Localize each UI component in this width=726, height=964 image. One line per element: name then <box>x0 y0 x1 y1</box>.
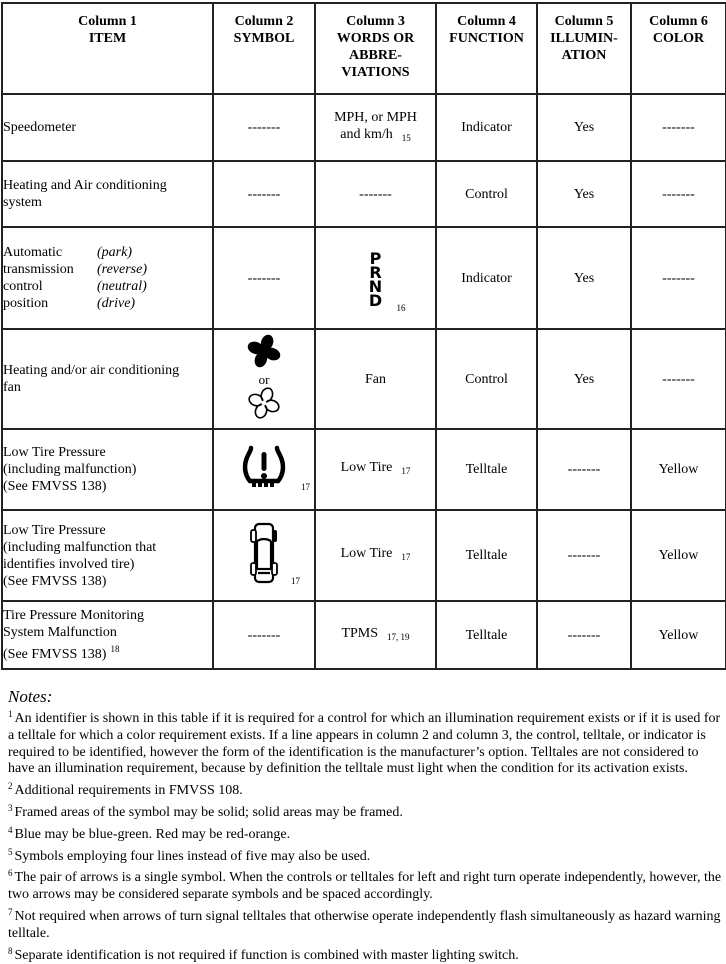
item-label: Automatic <box>3 245 63 260</box>
item-label: system <box>3 195 42 210</box>
header-label: Column 1 <box>78 14 137 29</box>
symbol-cell <box>213 429 315 510</box>
note-number: 3 <box>8 802 13 813</box>
color-cell: Yellow <box>631 601 726 669</box>
footnote-ref: 15 <box>401 132 411 143</box>
position-label-neutral: (neutral) <box>97 279 147 294</box>
color-cell: ------- <box>631 94 726 161</box>
item-label: System Malfunction <box>3 625 117 640</box>
item-label: Speedometer <box>3 120 77 135</box>
item-cell <box>2 161 213 227</box>
illumination-cell: Yes <box>537 161 631 227</box>
words-cell <box>315 601 436 669</box>
table-row-hvac-fan <box>2 329 726 429</box>
none-dash: ------- <box>247 120 281 135</box>
illumination-cell: Yes <box>537 227 631 329</box>
color-cell: ------- <box>631 227 726 329</box>
words-line: and km/h <box>340 126 393 142</box>
position-label-drive: (drive) <box>97 296 136 311</box>
words-cell <box>315 227 436 329</box>
words-cell <box>315 94 436 161</box>
words-label: Low Tire <box>340 546 393 561</box>
table-row-heating-ac-system <box>2 161 726 227</box>
header-column-1 <box>2 3 213 94</box>
words-label: Low Tire <box>340 460 393 475</box>
tire-pressure-warning-icon <box>240 480 288 495</box>
color-cell: Yellow <box>631 429 726 510</box>
note-item <box>8 865 724 904</box>
header-label: Column 2 <box>234 14 294 29</box>
words-cell <box>315 510 436 601</box>
item-cell <box>2 329 213 429</box>
notes-title: Notes: <box>8 687 53 706</box>
item-label: position <box>3 296 49 311</box>
footnote-ref: 17 <box>401 466 411 476</box>
footnote-ref: 17 <box>301 482 310 492</box>
item-label: Tire Pressure Monitoring <box>3 608 145 623</box>
color-cell: ------- <box>631 329 726 429</box>
function-cell: Indicator <box>436 94 537 161</box>
header-label: ILLUMIN- <box>550 31 618 46</box>
note-number: 8 <box>8 945 13 956</box>
illumination-cell: ------- <box>537 601 631 669</box>
note-item <box>8 943 724 964</box>
header-label: VIATIONS <box>341 65 410 80</box>
words-label: TPMS <box>341 625 379 641</box>
symbol-cell: ------- <box>213 161 315 227</box>
note-text: Framed areas of the symbol may be solid; solid areas may be framed. <box>14 804 403 820</box>
item-cell <box>2 94 213 161</box>
header-column-6 <box>631 3 726 94</box>
table-row-tpms-malfunction <box>2 601 726 669</box>
function-cell: Telltale <box>436 429 537 510</box>
note-text: An identifier is shown in this table if it is required for a control for which an illumination requirement exists or if it is used for a telltale for which a color requirement exists. If a line appears in column 2 and column 3, the control, telltale, or indicator is required to be identified, however the form of the identification is the manufacturer’s option. Telltales are not considered to have an illumination requirement, because by definition the telltale must light when the condition for its activation exists. <box>8 711 721 777</box>
identifiers-table <box>1 2 726 670</box>
note-text: Symbols employing four lines instead of five may also be used. <box>14 848 371 864</box>
color-cell: Yellow <box>631 510 726 601</box>
item-label: (See FMVSS 138) <box>3 647 107 662</box>
illumination-cell: Yes <box>537 94 631 161</box>
vehicle-top-view-tire-icon <box>250 574 278 589</box>
illumination-cell: Yes <box>537 329 631 429</box>
function-cell: Telltale <box>436 601 537 669</box>
header-label: SYMBOL <box>233 31 295 46</box>
item-cell <box>2 429 213 510</box>
symbol-cell: ------- <box>213 601 315 669</box>
symbol-cell: ------- <box>213 227 315 329</box>
words-line: MPH, or MPH <box>334 109 417 125</box>
item-label: identifies involved tire) <box>3 556 135 572</box>
footnote-ref: 17 <box>401 552 411 562</box>
notes-section <box>8 688 724 964</box>
note-text: Not required when arrows of turn signal telltales that otherwise operate independently flash simultaneously as hazard warning telltale. <box>8 908 721 941</box>
item-label: Heating and Air conditioning <box>3 178 167 193</box>
note-text: Additional requirements in FMVSS 108. <box>14 783 243 799</box>
color-cell: ------- <box>631 161 726 227</box>
prnd-letter: D <box>368 290 383 310</box>
header-row <box>2 3 726 94</box>
table-row-speedometer <box>2 94 726 161</box>
note-item <box>8 822 724 844</box>
header-column-5 <box>537 3 631 94</box>
note-text: The pair of arrows is a single symbol. When the controls or telltales for left and right turn operate independently, however, the two arrows may be considered separate symbols and be spaced accordingly. <box>8 870 722 903</box>
item-label: (See FMVSS 138) <box>3 479 107 494</box>
note-text: Separate identification is not required if function is combined with master lighting switch. <box>14 947 519 963</box>
header-label: WORDS OR <box>336 31 415 46</box>
item-cell <box>2 510 213 601</box>
note-item <box>8 778 724 800</box>
item-label: Low Tire Pressure <box>3 522 106 538</box>
symbol-cell <box>213 94 315 161</box>
prnd-letter: P <box>369 248 382 268</box>
table-row-low-tire-pressure <box>2 429 726 510</box>
words-cell <box>315 429 436 510</box>
item-label: Low Tire Pressure <box>3 445 106 460</box>
item-label: control <box>3 279 43 294</box>
function-cell: Telltale <box>436 510 537 601</box>
note-number: 7 <box>8 906 13 917</box>
header-label: ATION <box>561 48 607 63</box>
item-label: transmission <box>3 262 74 277</box>
words-cell: ------- <box>315 161 436 227</box>
header-column-3 <box>315 3 436 94</box>
symbol-cell <box>213 510 315 601</box>
footnote-ref: 17, 19 <box>387 631 410 642</box>
note-item <box>8 904 724 943</box>
header-column-4 <box>436 3 537 94</box>
header-label: COLOR <box>652 31 705 46</box>
illumination-cell: ------- <box>537 429 631 510</box>
item-label: (including malfunction) <box>3 462 137 477</box>
note-item <box>8 844 724 866</box>
symbol-cell <box>213 329 315 429</box>
function-cell: Control <box>436 161 537 227</box>
prnd-letter: N <box>368 276 383 296</box>
item-cell <box>2 227 213 329</box>
table-row-transmission-position <box>2 227 726 329</box>
header-label: Column 6 <box>649 14 708 29</box>
fan-solid-icon <box>214 334 314 373</box>
fan-outline-icon <box>214 386 314 425</box>
note-item <box>8 800 724 822</box>
header-label: ABBRE- <box>349 48 402 63</box>
prnd-indicator <box>368 246 406 313</box>
note-number: 5 <box>8 846 13 857</box>
header-label: Column 3 <box>346 14 405 29</box>
header-label: ITEM <box>88 31 127 46</box>
symbol-or-label: or <box>258 371 270 387</box>
header-label: Column 5 <box>554 14 614 29</box>
position-label-park: (park) <box>97 245 132 260</box>
position-label-reverse: (reverse) <box>97 262 148 277</box>
table-row-low-tire-pressure-involved-tire <box>2 510 726 601</box>
item-label: fan <box>3 380 21 395</box>
header-label: FUNCTION <box>449 31 524 46</box>
note-text: Blue may be blue-green. Red may be red-orange. <box>14 826 291 842</box>
function-cell: Control <box>436 329 537 429</box>
header-label: Column 4 <box>457 14 516 29</box>
note-number: 2 <box>8 781 13 792</box>
item-label: (including malfunction that <box>3 539 157 555</box>
item-label: (See FMVSS 138) <box>3 573 107 589</box>
prnd-letter: R <box>369 262 382 282</box>
function-cell: Indicator <box>436 227 537 329</box>
illumination-cell: ------- <box>537 510 631 601</box>
footnote-ref: 17 <box>291 576 300 586</box>
note-item <box>8 706 724 778</box>
note-number: 6 <box>8 868 13 879</box>
footnote-ref: 18 <box>110 644 120 654</box>
footnote-ref: 16 <box>396 302 406 313</box>
item-cell <box>2 601 213 669</box>
note-number: 4 <box>8 824 13 835</box>
note-number: 1 <box>8 709 13 719</box>
item-label: Heating and/or air conditioning <box>3 363 180 378</box>
words-cell: Fan <box>315 329 436 429</box>
header-column-2 <box>213 3 315 94</box>
